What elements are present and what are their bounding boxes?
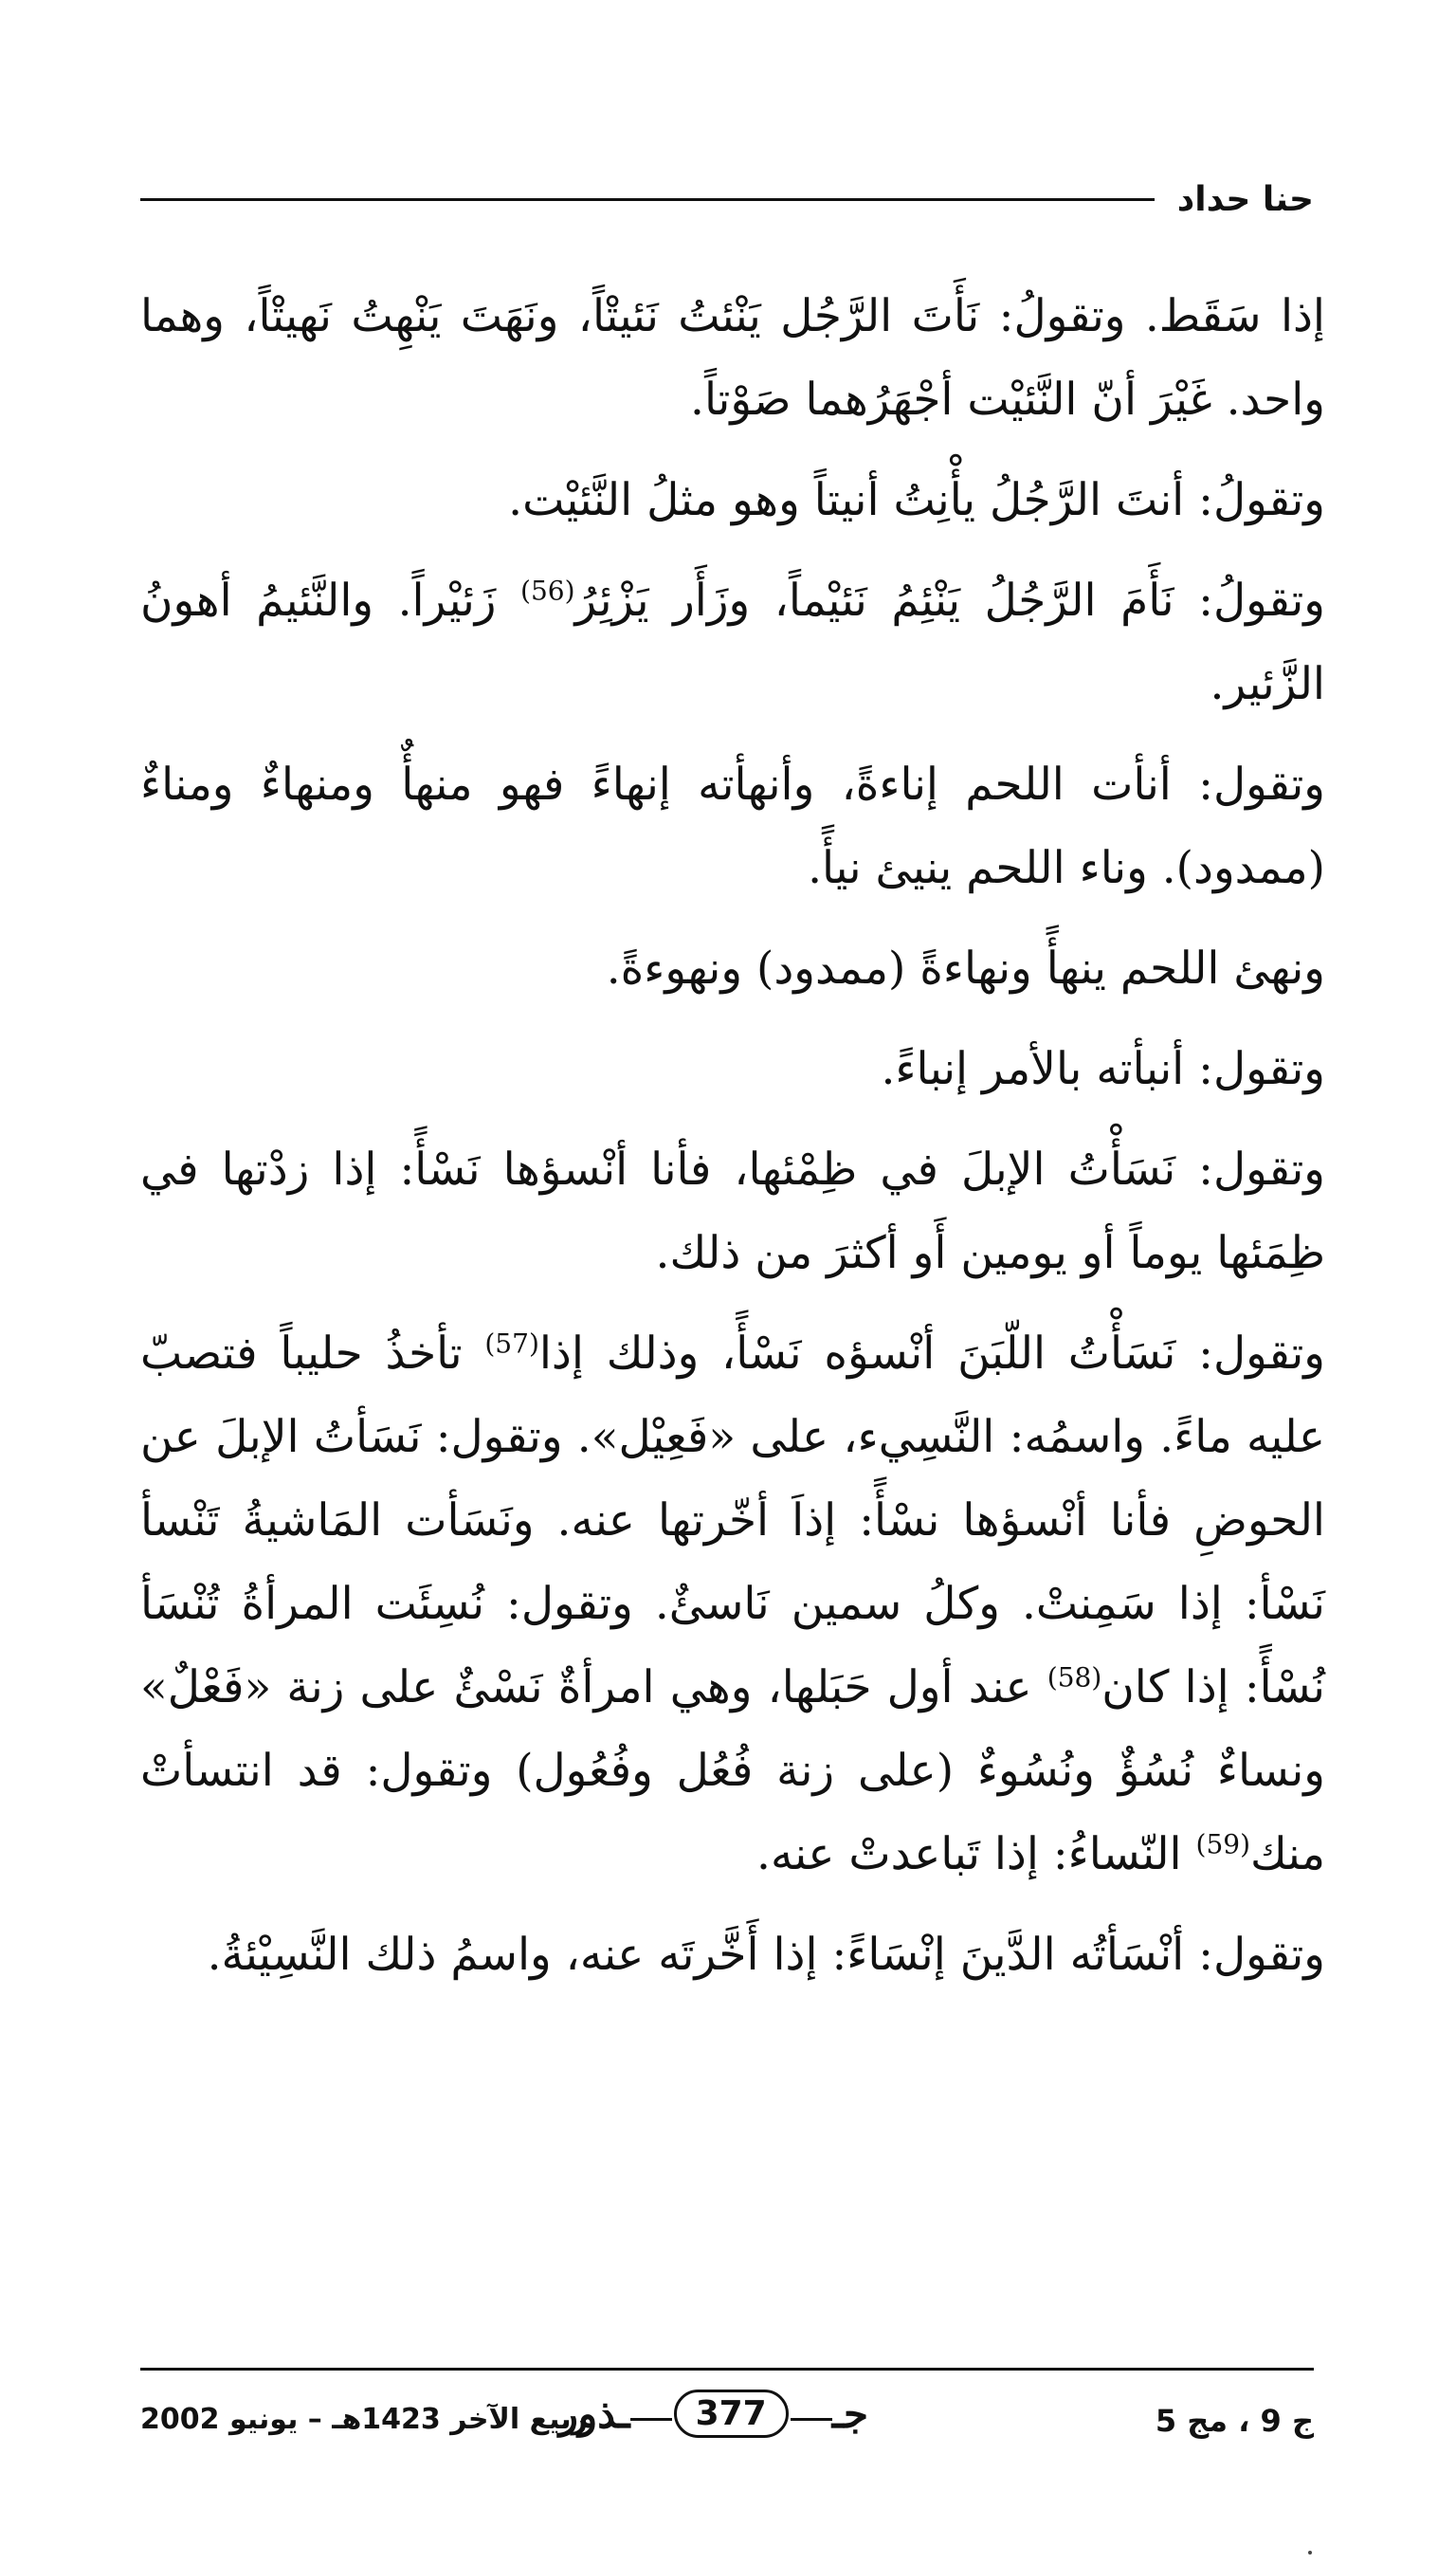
- paragraph-text: عند أول حَبَلها، وهي امرأةٌ نَسْئٌ على زنة «فَعْلٌ» ونساءٌ نُسُؤٌ ونُسُوءٌ (على زنة فُعُل وفُعُول) وتقول: قد انتسأتْ منك: [140, 1661, 1325, 1880]
- page-speck: [1308, 2551, 1312, 2555]
- paragraph: [140, 559, 1325, 726]
- header-author: حنا حداد: [1176, 179, 1314, 219]
- paragraph-text: وتقول: نَسَأْتُ الإبلَ في ظِمْئها، فأنا أنْسؤها نَسْأً: إذا زدْتها في ظِمَئها يوماً أو يومين أَو أكثرَ من ذلك.: [140, 1144, 1325, 1279]
- paragraph: [140, 1128, 1325, 1295]
- footer-masthead: [559, 2390, 868, 2438]
- masthead-stroke: [630, 2418, 672, 2421]
- running-footer: [140, 2390, 1314, 2465]
- paragraph-text: ونهئ اللحم ينهأً ونهاءةً (ممدود) ونهوءةً.: [606, 943, 1325, 995]
- page-number: 377: [674, 2390, 789, 2438]
- paragraph: [140, 743, 1325, 910]
- paragraph-text: النّساءُ: إذا تَباعدتْ عنه.: [756, 1828, 1196, 1880]
- footnote-marker: (58): [1046, 1661, 1102, 1694]
- paragraph: [140, 275, 1325, 442]
- paragraph-text: وتقول: أنأت اللحم إناءةً، وأنهأته إنهاءً فهو منهأٌ ومنهاءٌ ومناءٌ (ممدود). وناء اللحم ينيئ نيأً.: [140, 759, 1325, 894]
- running-header: [140, 171, 1314, 228]
- paragraph: [140, 927, 1325, 1011]
- footer-volume: ج 9 ، مج 5: [1155, 2403, 1314, 2439]
- paragraph-text: إذا سَقَط. وتقولُ: نَأَتَ الرَّجُل يَنْئتُ نَئيتْاً، ونَهَتَ يَنْهِتُ نَهيتْاً، وهما واحد. غَيْرَ أنّ النَّئيْت أجْهَرُهما صَوْتاً.: [140, 290, 1325, 426]
- paragraph: [140, 1914, 1325, 1997]
- paragraph-text: وتقول: نَسَأْتُ اللّبَنَ أنْسؤه نَسْأً، وذلك إذا: [538, 1328, 1325, 1380]
- footnote-marker: (57): [484, 1328, 539, 1360]
- paragraph-text: تأخذُ حليباً فتصبّ عليه ماءً. واسمُه: النَّسِيء، على «فَعِيْل». وتقول: نَسَأتُ الإبلَ عن الحوضِ فأنا أنْسؤها نسْأً: إذاَ أخّرتها عنه. ونَسَأت المَاشيةُ تَنْسأ نَسْأ: إذا سَمِنتْ. وكلُ سمين نَاسئٌ. وتقول: نُسِئَت المرأةُ تُنْسَأ نُسْأً: إذا كان: [140, 1328, 1325, 1713]
- footer-rule: [140, 2368, 1314, 2371]
- paragraph: [140, 1028, 1325, 1111]
- paragraph-text: زَئيْراً. والنَّئيمُ أهونُ الزَّئير.: [140, 575, 1325, 710]
- footnote-marker: (59): [1195, 1828, 1251, 1860]
- paragraph-text: وتقول: أنبأته بالأمر إنباءً.: [881, 1043, 1325, 1095]
- paragraph-text: وتقولُ: أنتَ الرَّجُلُ يأْنِتُ أنيتاً وهو مثلُ النَّئيْت.: [508, 474, 1325, 526]
- paragraph: [140, 459, 1325, 542]
- paragraph: [140, 1312, 1325, 1896]
- article-body: [140, 275, 1325, 2014]
- header-rule: [140, 198, 1155, 201]
- footer-date: ربيع الآخر 1423هـ – يونيو 2002: [140, 2403, 588, 2436]
- footnote-marker: (56): [520, 575, 575, 607]
- masthead-part1: جـ: [831, 2390, 868, 2437]
- paragraph-text: وتقولُ: نَأَمَ الرَّجُلُ يَنْئِمُ نَئيْماً، وزَأَر يَزْئِرُ: [574, 575, 1325, 627]
- masthead-stroke: [791, 2418, 832, 2421]
- paragraph-text: وتقول: أنْسَأتُه الدَّينَ إنْسَاءً: إذا أَخَّرتَه عنه، واسمُ ذلك النَّسِيْئةُ.: [207, 1929, 1325, 1981]
- masthead-part2: ـذور: [558, 2390, 630, 2437]
